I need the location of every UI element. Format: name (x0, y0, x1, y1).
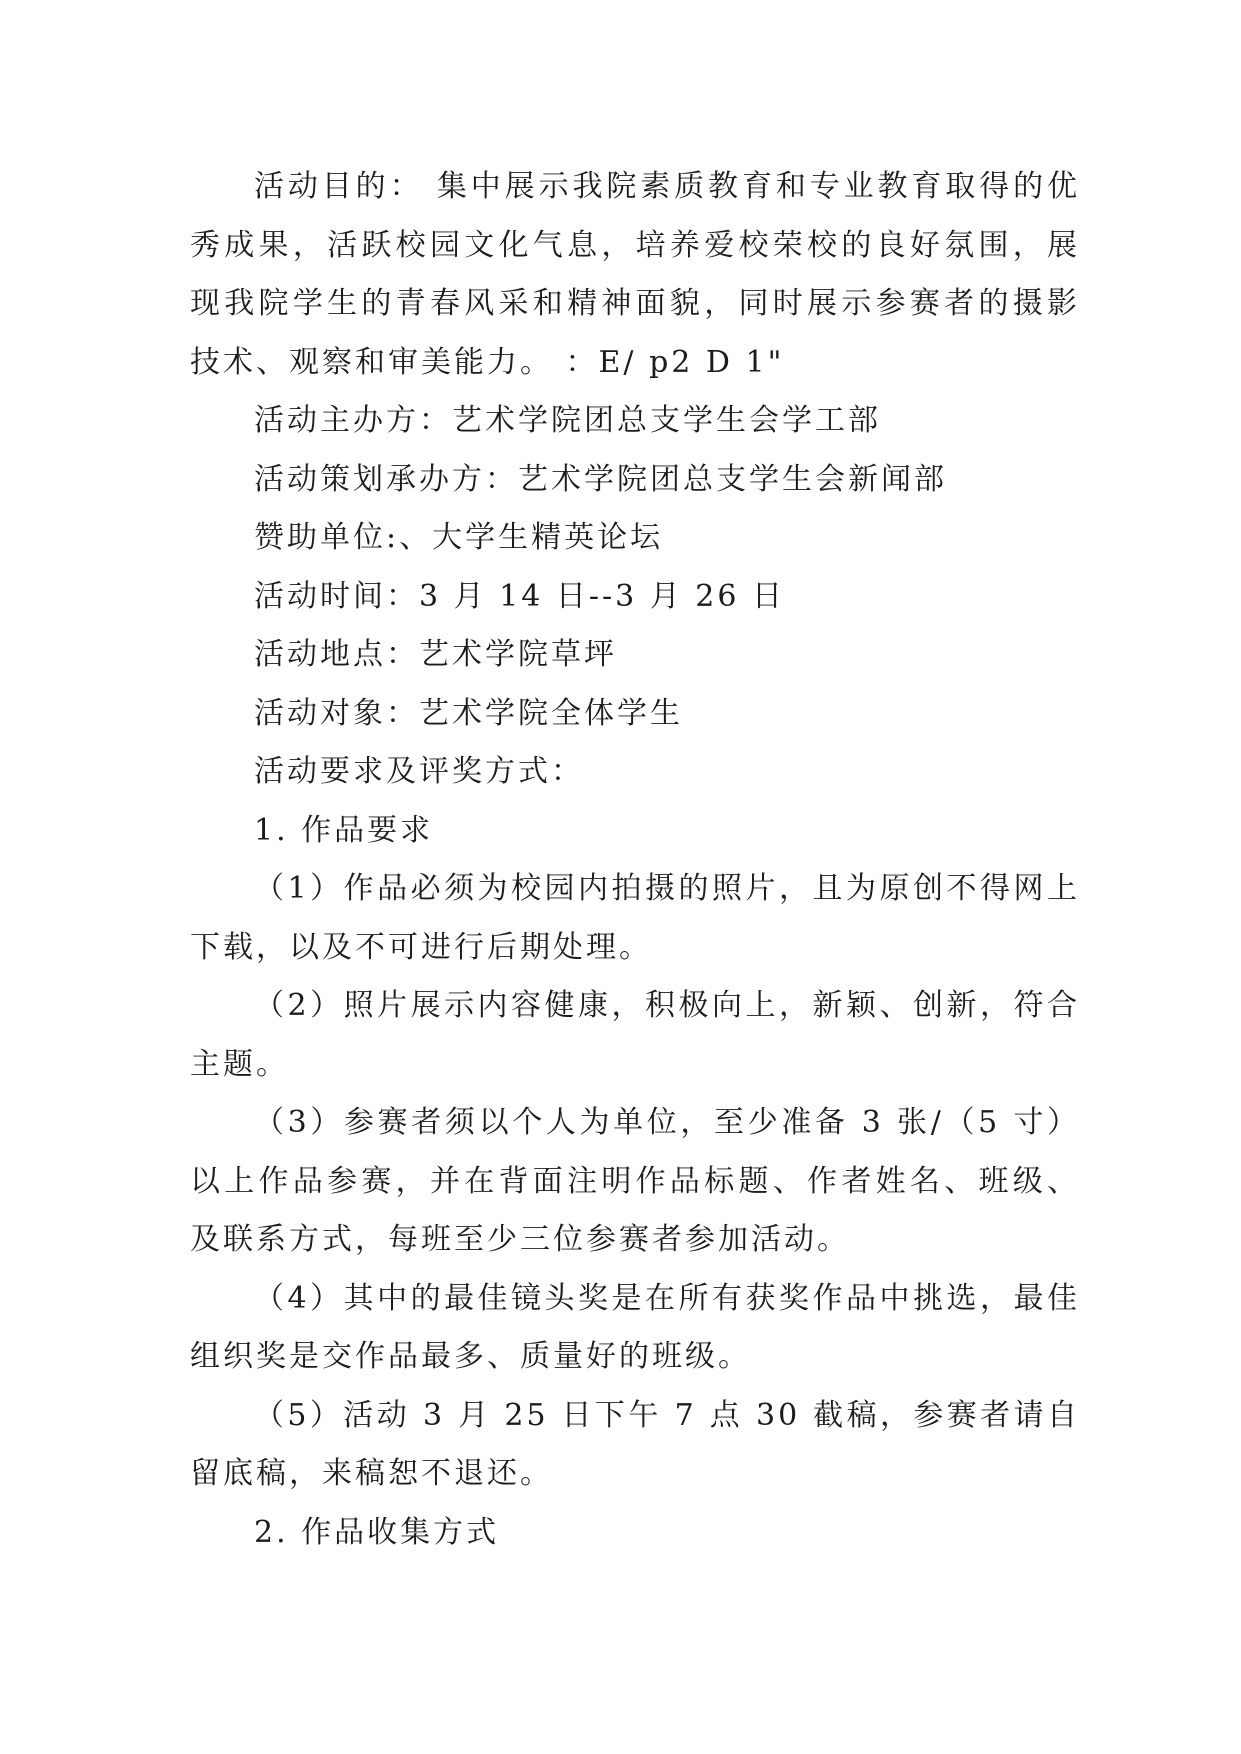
paragraph-sponsor: 赞助单位:、大学生精英论坛 (254, 520, 664, 555)
paragraph-location: 活动地点：艺术学院草坪 (254, 637, 617, 672)
paragraph-requirement-3: （3）参赛者须以个人为单位，至少准备 3 张/（5 寸）以上作品参赛，并在背面注明作品标题、作者姓名、班级、及联系方式，每班至少三位参赛者参加活动。 (190, 1105, 1080, 1257)
paragraph-requirement-5: （5）活动 3 月 25 日下午 7 点 30 截稿，参赛者请自留底稿，来稿恕不退还。 (190, 1397, 1080, 1491)
paragraph-purpose: 活动目的： 集中展示我院素质教育和专业教育取得的优秀成果，活跃校园文化气息，培养爱校荣校的良好氛围，展现我院学生的青春风采和精神面貌，同时展示参赛者的摄影技术、观察和审美能力。 ：E/ p2 D 1" (190, 169, 1080, 380)
paragraph-planner: 活动策划承办方：艺术学院团总支学生会新闻部 (254, 461, 947, 497)
paragraph-audience: 活动对象：艺术学院全体学生 (254, 695, 683, 731)
paragraph-section-1-heading: 1. 作品要求 (254, 812, 434, 848)
paragraph-requirement-4: （4）其中的最佳镜头奖是在所有获奖作品中挑选，最佳组织奖是交作品最多、质量好的班级。 (190, 1280, 1080, 1374)
document-body (190, 158, 1080, 1562)
paragraph-requirement-2: （2）照片展示内容健康，积极向上，新颖、创新，符合主题。 (190, 988, 1080, 1082)
paragraph-time: 活动时间：3 月 14 日--3 月 26 日 (254, 578, 786, 614)
paragraph-requirement-1: （1）作品必须为校园内拍摄的照片，且为原创不得网上下载，以及不可进行后期处理。 (190, 871, 1080, 965)
paragraph-organizer: 活动主办方：艺术学院团总支学生会学工部 (254, 403, 881, 438)
paragraph-requirements-heading: 活动要求及评奖方式： (254, 754, 584, 789)
paragraph-section-2-heading: 2. 作品收集方式 (254, 1514, 500, 1550)
